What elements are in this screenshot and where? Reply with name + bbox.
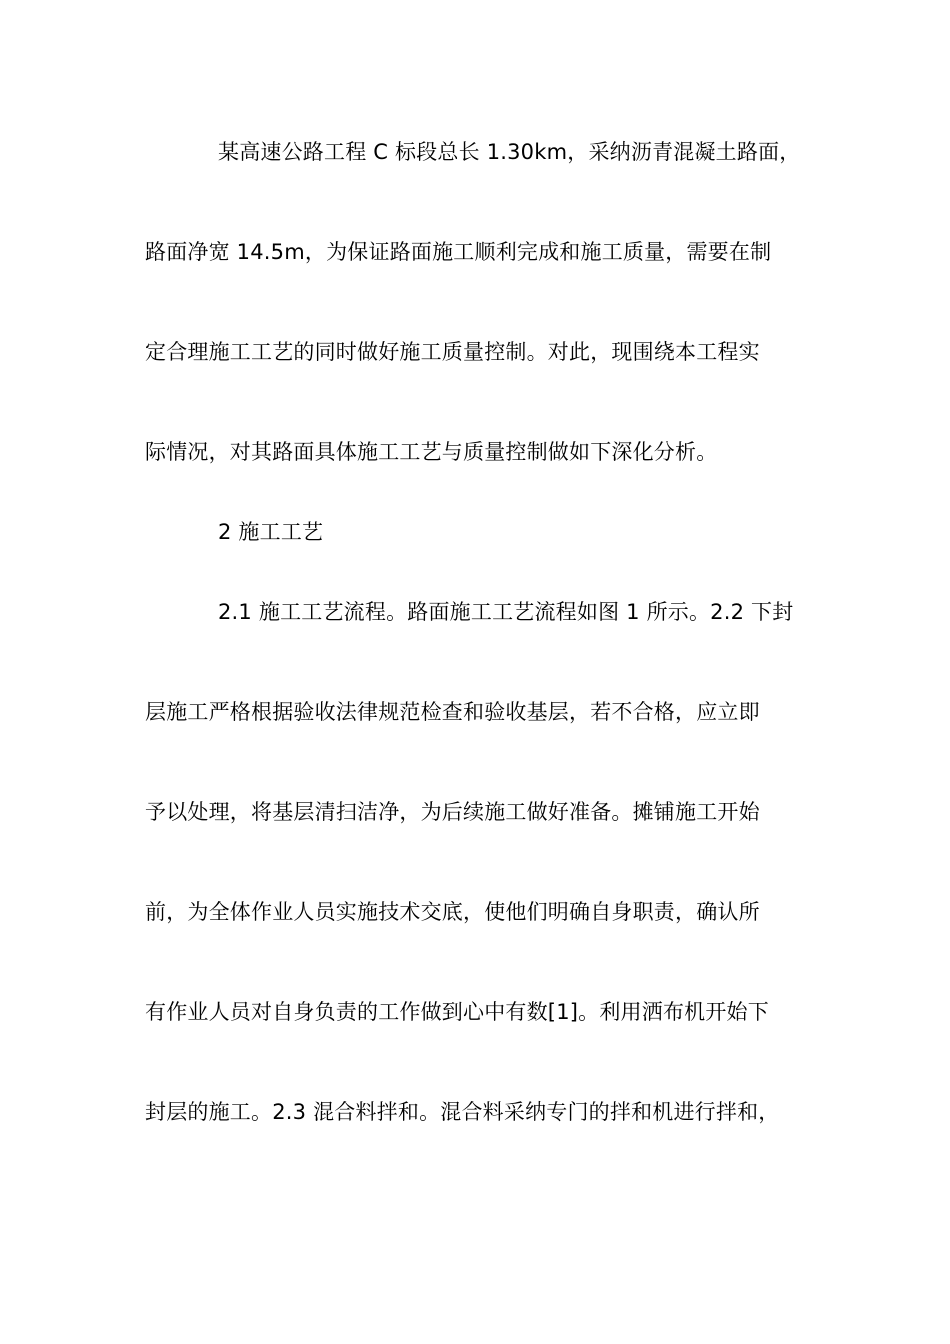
paragraph-line-3: 定合理施工工艺的同时做好施工质量控制。对此，现围绕本工程实 [145, 340, 760, 364]
paragraph-line-10: 封层的施工。2.3 混合料拌和。混合料采纳专门的拌和机进行拌和， [145, 1100, 780, 1124]
paragraph-line-2: 路面净宽 14.5m，为保证路面施工顺利完成和施工质量，需要在制 [145, 240, 772, 264]
paragraph-line-8: 前，为全体作业人员实施技术交底，使他们明确自身职责，确认所 [145, 900, 760, 924]
paragraph-line-9: 有作业人员对自身负责的工作做到心中有数[1]。利用洒布机开始下 [145, 1000, 769, 1024]
section-heading: 2 施工工艺 [218, 520, 324, 544]
paragraph-line-5: 2.1 施工工艺流程。路面施工工艺流程如图 1 所示。2.2 下封 [218, 600, 794, 624]
paragraph-line-6: 层施工严格根据验收法律规范检查和验收基层，若不合格，应立即 [145, 700, 760, 724]
paragraph-line-7: 予以处理，将基层清扫洁净，为后续施工做好准备。摊铺施工开始 [145, 800, 760, 824]
paragraph-line-1: 某高速公路工程 C 标段总长 1.30km，采纳沥青混凝土路面， [218, 140, 801, 164]
paragraph-line-4: 际情况，对其路面具体施工工艺与质量控制做如下深化分析。 [145, 440, 718, 464]
